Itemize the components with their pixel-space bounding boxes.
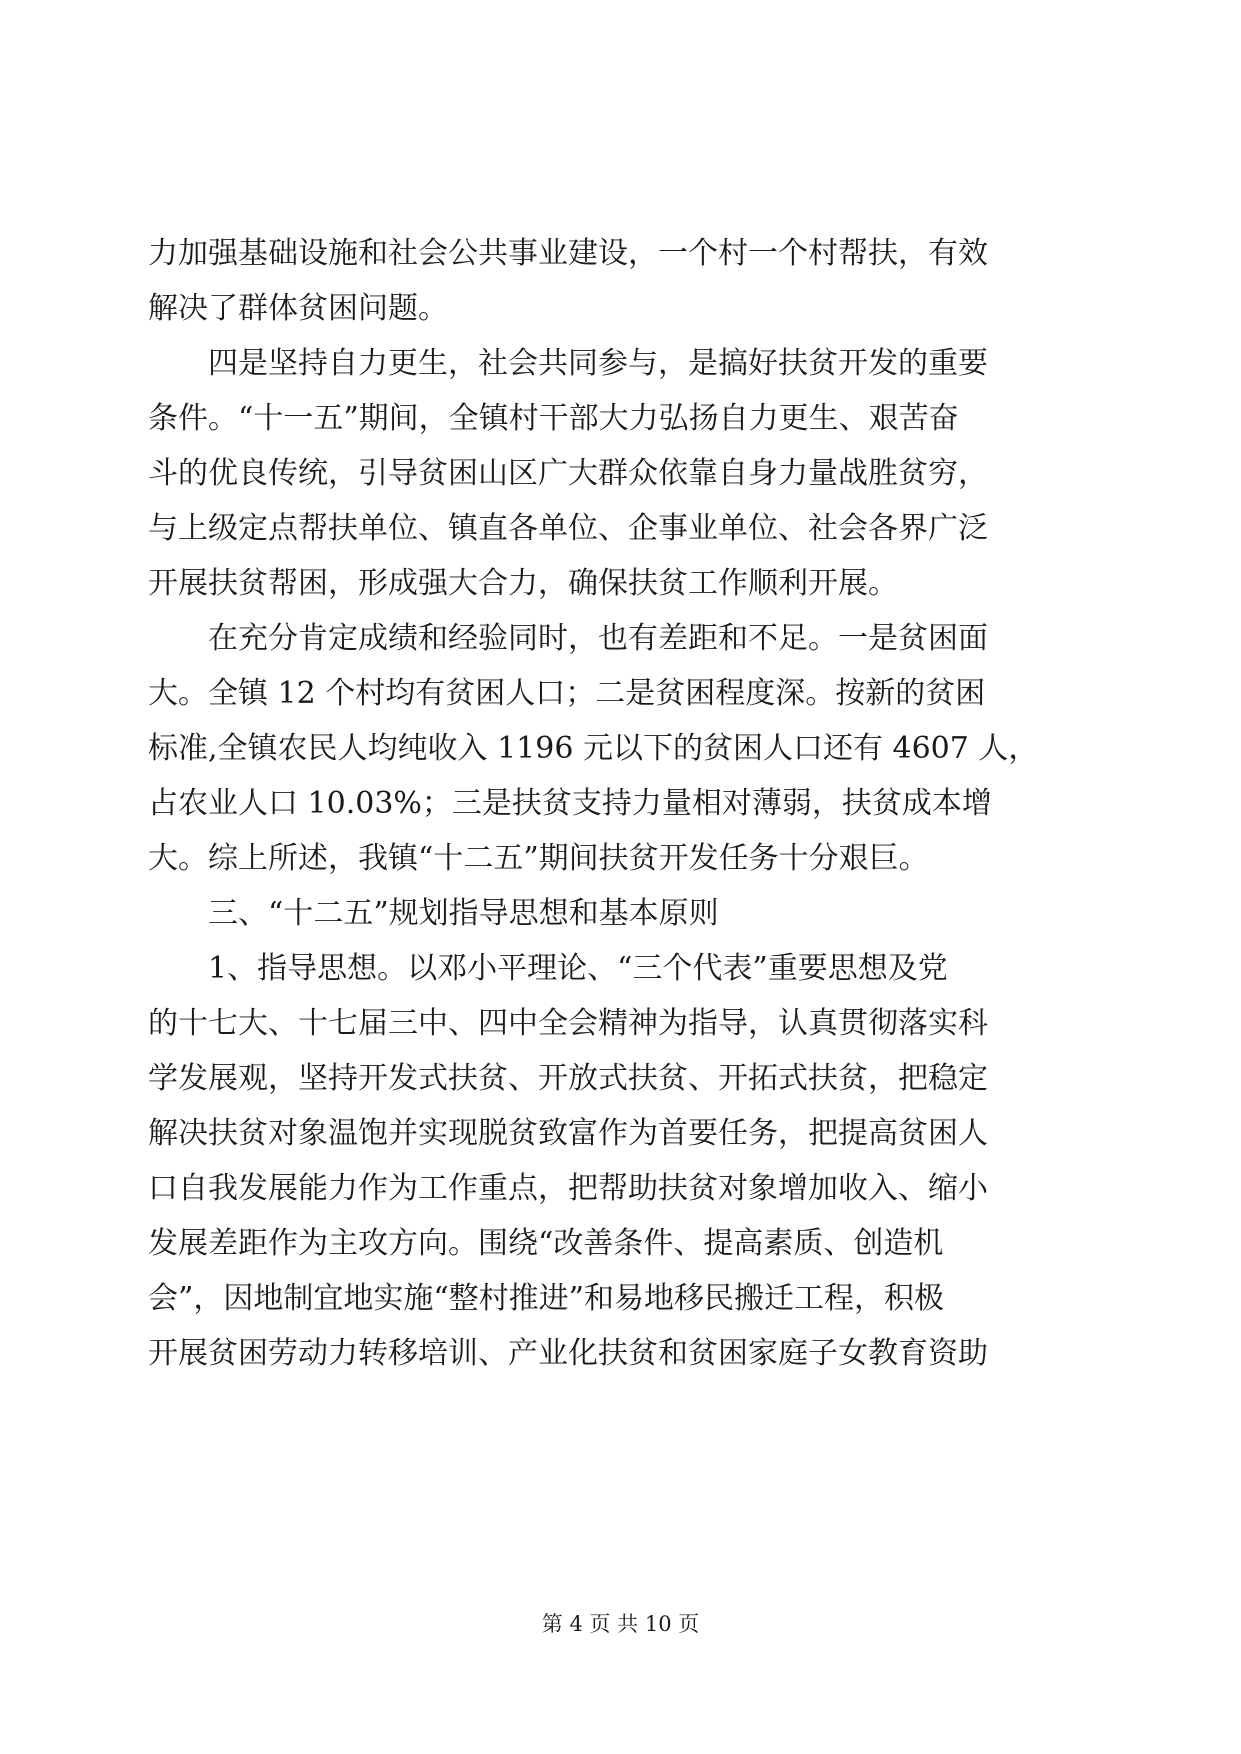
text-line: 发展差距作为主攻方向。围绕“改善条件、提高素质、创造机 xyxy=(148,1226,944,1261)
text-line: 解决了群体贫困问题。 xyxy=(148,291,448,326)
text-line: 斗的优良传统，引导贫困山区广大群众依靠自身力量战胜贫穷， xyxy=(148,456,988,491)
paragraph-start-line: 四是坚持自力更生，社会共同参与，是搞好扶贫开发的重要 xyxy=(208,346,988,381)
text-line: 口自我发展能力作为工作重点，把帮助扶贫对象增加收入、缩小 xyxy=(148,1171,988,1206)
text-line: 解决扶贫对象温饱并实现脱贫致富作为首要任务，把提高贫困人 xyxy=(148,1116,988,1151)
text-line: 大。全镇 12 个村均有贫困人口；二是贫困程度深。按新的贫困 xyxy=(148,676,986,711)
text-line: 学发展观，坚持开发式扶贫、开放式扶贫、开拓式扶贫，把稳定 xyxy=(148,1061,988,1096)
text-line: 占农业人口 10.03%；三是扶贫支持力量相对薄弱，扶贫成本增 xyxy=(148,786,992,821)
text-line: 与上级定点帮扶单位、镇直各单位、企事业单位、社会各界广泛 xyxy=(148,511,988,546)
text-line: 大。综上所述，我镇“十二五”期间扶贫开发任务十分艰巨。 xyxy=(148,841,929,876)
page-number-footer: 第 4 页 共 10 页 xyxy=(541,1612,700,1636)
section-heading: 三、“十二五”规划指导思想和基本原则 xyxy=(208,896,719,931)
text-line: 会”，因地制宜地实施“整村推进”和易地移民搬迁工程，积极 xyxy=(148,1281,945,1316)
paragraph-start-line: 在充分肯定成绩和经验同时，也有差距和不足。一是贫困面 xyxy=(208,621,988,656)
text-line: 力加强基础设施和社会公共事业建设，一个村一个村帮扶，有效 xyxy=(148,236,988,271)
paragraph-start-line: 1、指导思想。以邓小平理论、“三个代表”重要思想及党 xyxy=(208,951,948,986)
text-line: 的十七大、十七届三中、四中全会精神为指导，认真贯彻落实科 xyxy=(148,1006,988,1041)
text-line: 开展贫困劳动力转移培训、产业化扶贫和贫困家庭子女教育资助 xyxy=(148,1336,988,1371)
text-line: 开展扶贫帮困，形成强大合力，确保扶贫工作顺利开展。 xyxy=(148,566,898,601)
text-line: 标准,全镇农民人均纯收入 1196 元以下的贫困人口还有 4607 人， xyxy=(148,731,1039,766)
text-line: 条件。“十一五”期间，全镇村干部大力弘扬自力更生、艰苦奋 xyxy=(148,401,959,436)
